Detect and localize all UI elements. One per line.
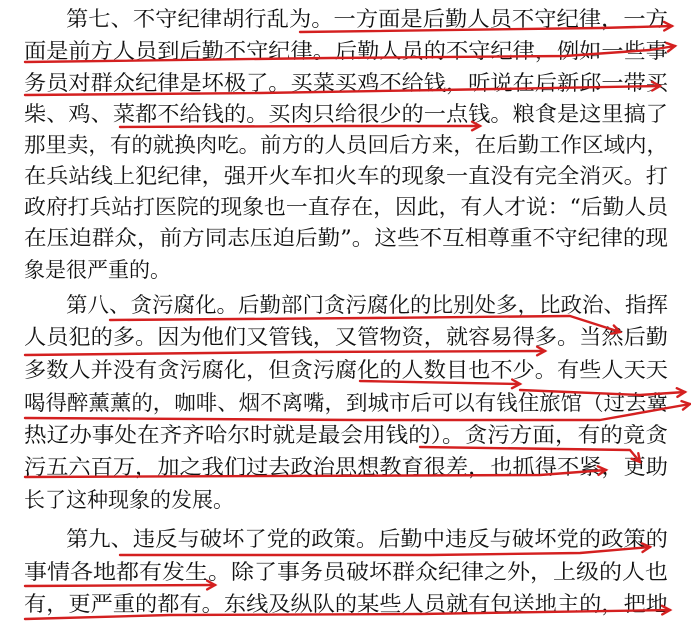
text-line: 在压迫群众，前方同志压迫后勤”。这些不互相尊重不守纪律的现 [24,226,668,250]
text-line: 务员对群众纪律是坏极了。买菜买鸡不给钱，听说在后新邱一带买 [24,71,669,95]
text-line: 那里卖，有的就换肉吃。前方的人员回后方来，在后勤工作区域内， [24,133,668,157]
text-line: 长了这种现象的发展。 [24,488,234,512]
text-line: 第八、贪污腐化。后勤部门贪污腐化的比别处多，比政治、指挥 [66,293,668,317]
pen-underline-stroke [25,351,545,355]
text-line: 象是很严重的。 [24,258,171,282]
text-line: 有，更严重的都有。东线及纵队的某些人员就有包送地主的，把地 [24,592,669,616]
text-line: 热辽办事处在齐齐哈尔时就是最会用钱的）。贪污方面，有的竟贪 [24,423,668,447]
text-line: 第七、不守纪律胡行乱为。一方面是后勤人员不守纪律，一方 [66,7,668,31]
text-line: 在兵站线上犯纪律，强开火车扣火车的现象一直没有完全消灭。打 [24,164,669,188]
text-line: 污五六百万，加之我们过去政治思想教育很差，也抓得不紧，更助 [24,455,669,479]
text-line: 柴、鸡、菜都不给钱的。买肉只给很少的一点钱。粮食是这里搞了 [24,102,669,126]
text-line: 喝得醉薰薰的，咖啡、烟不离嘴，到城市后可以有钱住旅馆（过去冀 [24,391,668,415]
text-line: 第九、违反与破坏了党的政策。后勤中违反与破坏党的政策的 [66,527,668,551]
text-line: 政府打兵站打医院的现象也一直存在，因此，有人才说：“后勤人员 [24,195,669,219]
text-line: 事情各地都有发生。除了事务员破坏群众纪律之外，上级的人也 [24,560,668,584]
text-line: 面是前方人员到后勤不守纪律。后勤人员的不守纪律，例如一些事 [24,39,669,63]
text-line: 人员犯的多。因为他们又管钱，又管物资，就容易得多。当然后勤 [24,325,669,349]
text-line: 多数人并没有贪污腐化，但贪污腐化的人数目也不少。有些人天天 [24,358,669,382]
